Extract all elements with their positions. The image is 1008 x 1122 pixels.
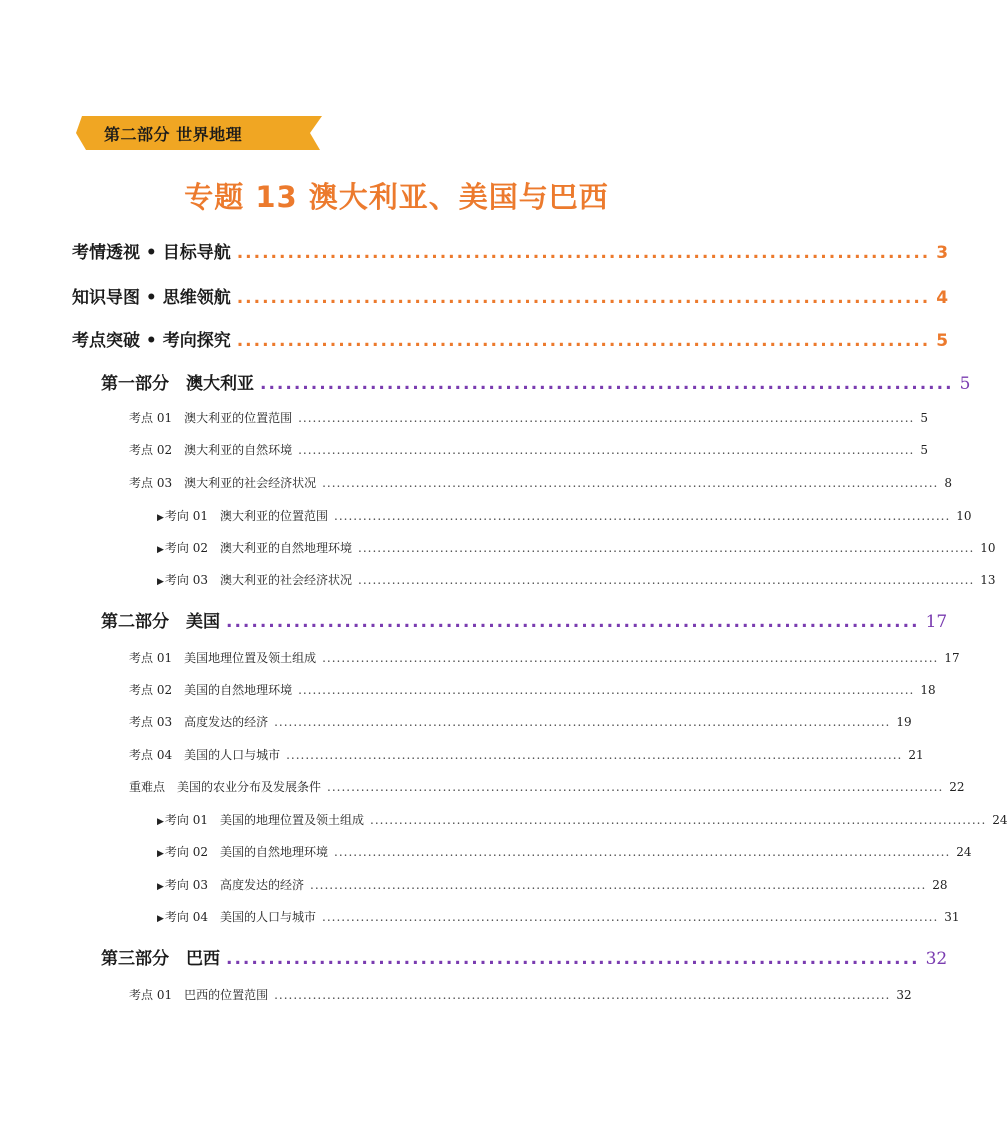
- toc-entry-subitem[interactable]: [157, 811, 1008, 828]
- triangle-bullet-icon: ▶: [157, 577, 164, 587]
- toc-label: 考点 03 高度发达的经济: [129, 715, 269, 729]
- toc-page: 5: [920, 411, 928, 425]
- toc-label: 考向 04 美国的人口与城市: [164, 910, 317, 924]
- leader-dots: ..................................................................................: [236, 243, 931, 263]
- toc-page: 19: [896, 715, 912, 729]
- triangle-bullet-icon: ▶: [157, 882, 164, 892]
- leader-dots: ................................................................................................................................: [274, 715, 891, 729]
- leader-dots: ..................................................................................: [236, 288, 931, 308]
- toc-page: 5: [959, 374, 971, 394]
- toc-page: 22: [949, 780, 965, 794]
- leader-dots: ................................................................................................................................: [298, 443, 915, 457]
- leader-dots: ..................................................................................: [226, 612, 920, 632]
- toc-page: 28: [932, 878, 948, 892]
- toc-page: 5: [936, 331, 949, 351]
- triangle-bullet-icon: ▶: [157, 817, 164, 827]
- leader-dots: ................................................................................................................................: [322, 476, 939, 490]
- toc-label: 考向 02 澳大利亚的自然地理环境: [164, 541, 353, 555]
- toc-page: 13: [980, 573, 996, 587]
- toc-entry-subitem[interactable]: [157, 539, 996, 556]
- toc-page: 4: [936, 288, 949, 308]
- toc-label: 考向 03 澳大利亚的社会经济状况: [164, 573, 353, 587]
- toc-page: 24: [992, 813, 1008, 827]
- triangle-bullet-icon: ▶: [157, 914, 164, 924]
- toc-label: 考点突破 • 考向探究: [72, 331, 231, 351]
- toc-page: 31: [944, 910, 960, 924]
- toc-entry-subitem[interactable]: [157, 908, 960, 925]
- leader-dots: ................................................................................................................................: [286, 748, 903, 762]
- toc-label: 考情透视 • 目标导航: [72, 243, 231, 263]
- toc-page: 17: [925, 612, 948, 632]
- page-title: 专题 13 澳大利亚、美国与巴西: [184, 180, 609, 214]
- toc-page: 18: [920, 683, 936, 697]
- toc-entry-part1[interactable]: [101, 369, 971, 394]
- triangle-bullet-icon: ▶: [157, 545, 164, 555]
- toc-page: 17: [944, 651, 960, 665]
- toc-entry-item[interactable]: [129, 986, 912, 1003]
- triangle-bullet-icon: ▶: [157, 513, 164, 523]
- toc-entry-item[interactable]: [129, 778, 965, 795]
- toc-entry-item[interactable]: [129, 409, 928, 426]
- leader-dots: ................................................................................................................................: [298, 683, 915, 697]
- toc-entry-subitem[interactable]: [157, 876, 948, 893]
- toc-label: 考向 03 高度发达的经济: [164, 878, 305, 892]
- toc-label: 考向 02 美国的自然地理环境: [164, 845, 329, 859]
- toc-entry-item[interactable]: [129, 746, 924, 763]
- toc-label: 考向 01 澳大利亚的位置范围: [164, 509, 329, 523]
- leader-dots: ................................................................................................................................: [370, 813, 987, 827]
- toc-entry-item[interactable]: [129, 713, 912, 730]
- toc-label: 知识导图 • 思维领航: [72, 288, 231, 308]
- leader-dots: ................................................................................................................................: [327, 780, 944, 794]
- toc-page: 32: [925, 949, 948, 969]
- toc-entry-item[interactable]: [129, 441, 928, 458]
- toc-entry-subitem[interactable]: [157, 843, 972, 860]
- toc-page: 10: [980, 541, 996, 555]
- toc-label: 第一部分 澳大利亚: [101, 374, 254, 394]
- toc-page: 21: [908, 748, 924, 762]
- leader-dots: ................................................................................................................................: [358, 573, 975, 587]
- section-banner: [74, 114, 324, 152]
- toc-entry-sec1[interactable]: [72, 238, 949, 263]
- toc-page: 10: [956, 509, 972, 523]
- toc-label: 考点 02 美国的自然地理环境: [129, 683, 293, 697]
- toc-entry-part2[interactable]: [101, 607, 948, 632]
- leader-dots: ................................................................................................................................: [322, 910, 939, 924]
- toc-label: 考点 01 美国地理位置及领土组成: [129, 651, 317, 665]
- toc-label: 第三部分 巴西: [101, 949, 220, 969]
- triangle-bullet-icon: ▶: [157, 849, 164, 859]
- toc-page: 5: [920, 443, 928, 457]
- leader-dots: ................................................................................................................................: [298, 411, 915, 425]
- leader-dots: ................................................................................................................................: [274, 988, 891, 1002]
- toc-label: 考点 01 巴西的位置范围: [129, 988, 269, 1002]
- toc-entry-sec3[interactable]: [72, 326, 949, 351]
- toc-label: 考点 04 美国的人口与城市: [129, 748, 281, 762]
- toc-page: 24: [956, 845, 972, 859]
- leader-dots: ................................................................................................................................: [334, 509, 951, 523]
- toc-entry-item[interactable]: [129, 681, 936, 698]
- toc-entry-subitem[interactable]: [157, 507, 972, 524]
- toc-page: 8: [944, 476, 952, 490]
- toc-page: 32: [896, 988, 912, 1002]
- toc-label: 重难点 美国的农业分布及发展条件: [129, 780, 322, 794]
- toc-entry-item[interactable]: [129, 649, 960, 666]
- leader-dots: ................................................................................................................................: [334, 845, 951, 859]
- leader-dots: ..................................................................................: [236, 331, 931, 351]
- leader-dots: ................................................................................................................................: [310, 878, 927, 892]
- toc-label: 第二部分 美国: [101, 612, 220, 632]
- leader-dots: ..................................................................................: [260, 374, 954, 394]
- toc-entry-sec2[interactable]: [72, 283, 949, 308]
- toc-page: 3: [936, 243, 949, 263]
- toc-label: 考点 01 澳大利亚的位置范围: [129, 411, 293, 425]
- leader-dots: ................................................................................................................................: [358, 541, 975, 555]
- toc-label: 考点 02 澳大利亚的自然环境: [129, 443, 293, 457]
- toc-entry-subitem[interactable]: [157, 571, 996, 588]
- toc-entry-part3[interactable]: [101, 944, 948, 969]
- leader-dots: ................................................................................................................................: [322, 651, 939, 665]
- banner-label: 第二部分 世界地理: [104, 125, 243, 144]
- toc-entry-item[interactable]: [129, 474, 952, 491]
- toc-label: 考点 03 澳大利亚的社会经济状况: [129, 476, 317, 490]
- leader-dots: ..................................................................................: [226, 949, 920, 969]
- toc-label: 考向 01 美国的地理位置及领土组成: [164, 813, 365, 827]
